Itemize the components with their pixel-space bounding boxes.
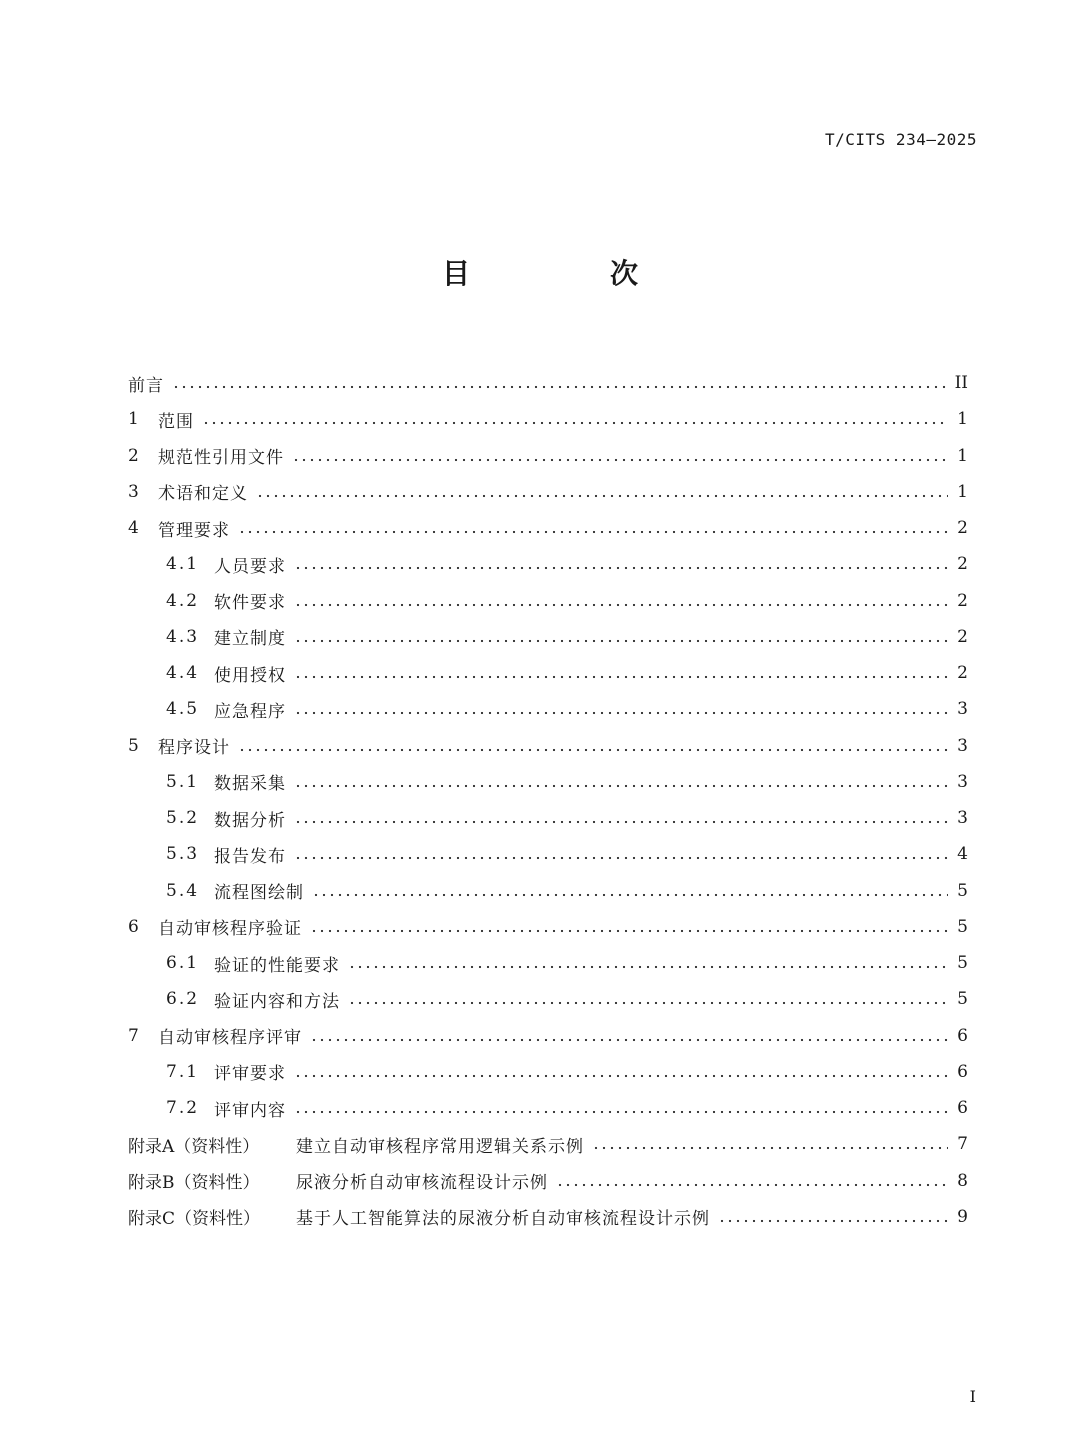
page-number: I bbox=[969, 1387, 976, 1406]
dot-leader bbox=[256, 494, 948, 498]
toc-entry-page: 1 bbox=[957, 445, 968, 466]
toc-entry-number: 4.2 bbox=[166, 590, 200, 611]
toc-entry-label: 评审要求 bbox=[214, 1064, 286, 1085]
toc-entry-label: 自动审核程序评审 bbox=[158, 1028, 302, 1049]
toc-entry-label: 人员要求 bbox=[214, 556, 286, 577]
toc-entry[interactable] bbox=[128, 945, 968, 981]
dot-leader bbox=[294, 856, 948, 860]
toc-entry[interactable] bbox=[128, 1090, 968, 1126]
toc-entry[interactable] bbox=[128, 1199, 968, 1235]
toc-entry-number: 4.3 bbox=[166, 626, 200, 647]
toc-entry[interactable] bbox=[128, 1163, 968, 1199]
toc-entry-number: 5.1 bbox=[166, 771, 200, 792]
toc-entry-number: 附录B（资料性） bbox=[128, 1173, 260, 1194]
toc-entry[interactable] bbox=[128, 764, 968, 800]
toc-entry-number: 6.1 bbox=[166, 953, 200, 974]
dot-leader bbox=[294, 1074, 948, 1078]
dot-leader bbox=[294, 820, 948, 824]
toc-entry-label: 使用授权 bbox=[214, 665, 286, 686]
toc-entry-label: 数据分析 bbox=[214, 810, 286, 831]
dot-leader bbox=[294, 1110, 948, 1114]
toc-entry-page: 6 bbox=[957, 1061, 968, 1082]
toc-entry-page: 8 bbox=[957, 1170, 968, 1191]
toc-entry-page: 5 bbox=[957, 953, 968, 974]
toc-entry-label: 报告发布 bbox=[214, 846, 286, 867]
toc-entry-label: 术语和定义 bbox=[158, 484, 248, 505]
toc-entry-page: 2 bbox=[957, 518, 968, 539]
toc-entry[interactable] bbox=[128, 583, 968, 619]
toc-entry-page: 7 bbox=[957, 1134, 968, 1155]
toc-entry-label: 验证内容和方法 bbox=[214, 991, 340, 1012]
toc-entry-number: 6.2 bbox=[166, 989, 200, 1010]
toc-entry[interactable] bbox=[128, 981, 968, 1017]
toc-entry-label: 范围 bbox=[158, 411, 194, 432]
toc-entry-label: 软件要求 bbox=[214, 593, 286, 614]
dot-leader bbox=[294, 566, 948, 570]
toc-entry[interactable] bbox=[128, 728, 968, 764]
toc-entry-page: 3 bbox=[957, 808, 968, 829]
dot-leader bbox=[294, 711, 948, 715]
dot-leader bbox=[310, 1038, 948, 1042]
toc-entry-label: 尿液分析自动审核流程设计示例 bbox=[296, 1173, 548, 1194]
toc-entry[interactable] bbox=[128, 401, 968, 437]
toc-entry[interactable] bbox=[128, 1126, 968, 1162]
toc-entry[interactable] bbox=[128, 873, 968, 909]
toc-entry[interactable] bbox=[128, 691, 968, 727]
toc-entry-number: 1 bbox=[128, 409, 139, 430]
toc-entry-number: 5.4 bbox=[166, 880, 200, 901]
toc-entry[interactable] bbox=[128, 546, 968, 582]
toc-entry-label: 建立制度 bbox=[214, 629, 286, 650]
toc-entry-page: 6 bbox=[957, 1025, 968, 1046]
toc-entry-number: 5 bbox=[128, 735, 139, 756]
dot-leader bbox=[348, 1001, 948, 1005]
toc-entry-page: 5 bbox=[957, 916, 968, 937]
toc-entry-label: 基于人工智能算法的尿液分析自动审核流程设计示例 bbox=[296, 1209, 710, 1230]
toc-entry-page: 2 bbox=[957, 663, 968, 684]
document-code: T/CITS 234—2025 bbox=[825, 130, 977, 149]
toc-entry-number: 5.3 bbox=[166, 844, 200, 865]
toc-entry-number: 4 bbox=[128, 518, 139, 539]
toc-entry-number: 附录C（资料性） bbox=[128, 1209, 261, 1230]
toc-entry-page: 6 bbox=[957, 1098, 968, 1119]
toc-entry-number: 4.4 bbox=[166, 663, 200, 684]
toc-entry[interactable] bbox=[128, 909, 968, 945]
toc-entry-label: 验证的性能要求 bbox=[214, 955, 340, 976]
toc-entry-page: 5 bbox=[957, 880, 968, 901]
toc-entry-page: 3 bbox=[957, 735, 968, 756]
dot-leader bbox=[292, 458, 948, 462]
toc-entry[interactable] bbox=[128, 438, 968, 474]
dot-leader bbox=[294, 603, 948, 607]
toc-entry-page: 5 bbox=[957, 989, 968, 1010]
toc-entry-number: 7.2 bbox=[166, 1098, 200, 1119]
dot-leader bbox=[310, 929, 948, 933]
toc-entry-label: 流程图绘制 bbox=[214, 883, 304, 904]
toc-title: 目 次 bbox=[441, 257, 694, 290]
toc-entry[interactable] bbox=[128, 510, 968, 546]
dot-leader bbox=[312, 893, 948, 897]
toc-entry-label: 应急程序 bbox=[214, 701, 286, 722]
toc-entry-page: 1 bbox=[957, 481, 968, 502]
toc-entry-page: 1 bbox=[957, 409, 968, 430]
toc-entry-label: 规范性引用文件 bbox=[158, 448, 284, 469]
toc-entry-page: 2 bbox=[957, 554, 968, 575]
dot-leader bbox=[172, 385, 947, 389]
toc-entry-label: 评审内容 bbox=[214, 1100, 286, 1121]
toc-entry-page: 2 bbox=[957, 626, 968, 647]
toc-entry-page: II bbox=[954, 373, 968, 394]
toc-entry-number: 5.2 bbox=[166, 808, 200, 829]
toc-entry[interactable] bbox=[128, 655, 968, 691]
toc-entry-number: 4.1 bbox=[166, 554, 200, 575]
toc-entry-page: 9 bbox=[957, 1206, 968, 1227]
toc-entry-number: 7 bbox=[128, 1025, 139, 1046]
toc-entry-number: 2 bbox=[128, 445, 139, 466]
dot-leader bbox=[294, 784, 948, 788]
toc-entry-label: 自动审核程序验证 bbox=[158, 919, 302, 940]
toc-entry[interactable] bbox=[128, 474, 968, 510]
dot-leader bbox=[556, 1183, 948, 1187]
toc-entry-page: 4 bbox=[957, 844, 968, 865]
dot-leader bbox=[238, 530, 948, 534]
table-of-contents bbox=[128, 365, 968, 1235]
toc-entry-number: 4.5 bbox=[166, 699, 200, 720]
toc-entry-label: 数据采集 bbox=[214, 774, 286, 795]
dot-leader bbox=[294, 639, 948, 643]
toc-entry[interactable] bbox=[128, 619, 968, 655]
toc-entry-page: 3 bbox=[957, 771, 968, 792]
toc-entry-number: 7.1 bbox=[166, 1061, 200, 1082]
toc-entry-label: 前言 bbox=[128, 375, 164, 396]
toc-entry-number: 6 bbox=[128, 916, 139, 937]
toc-entry-label: 建立自动审核程序常用逻辑关系示例 bbox=[296, 1136, 584, 1157]
dot-leader bbox=[294, 675, 948, 679]
toc-entry-label: 管理要求 bbox=[158, 520, 230, 541]
toc-entry[interactable] bbox=[128, 1054, 968, 1090]
dot-leader bbox=[592, 1146, 948, 1150]
toc-entry-page: 2 bbox=[957, 590, 968, 611]
dot-leader bbox=[718, 1219, 948, 1223]
dot-leader bbox=[238, 748, 948, 752]
toc-entry[interactable] bbox=[128, 1018, 968, 1054]
toc-entry[interactable] bbox=[128, 836, 968, 872]
toc-entry-number: 3 bbox=[128, 481, 139, 502]
toc-entry-label: 程序设计 bbox=[158, 738, 230, 759]
toc-entry-number: 附录A（资料性） bbox=[128, 1136, 260, 1157]
dot-leader bbox=[202, 421, 948, 425]
dot-leader bbox=[348, 965, 948, 969]
toc-entry[interactable] bbox=[128, 365, 968, 401]
toc-entry[interactable] bbox=[128, 800, 968, 836]
toc-entry-page: 3 bbox=[957, 699, 968, 720]
